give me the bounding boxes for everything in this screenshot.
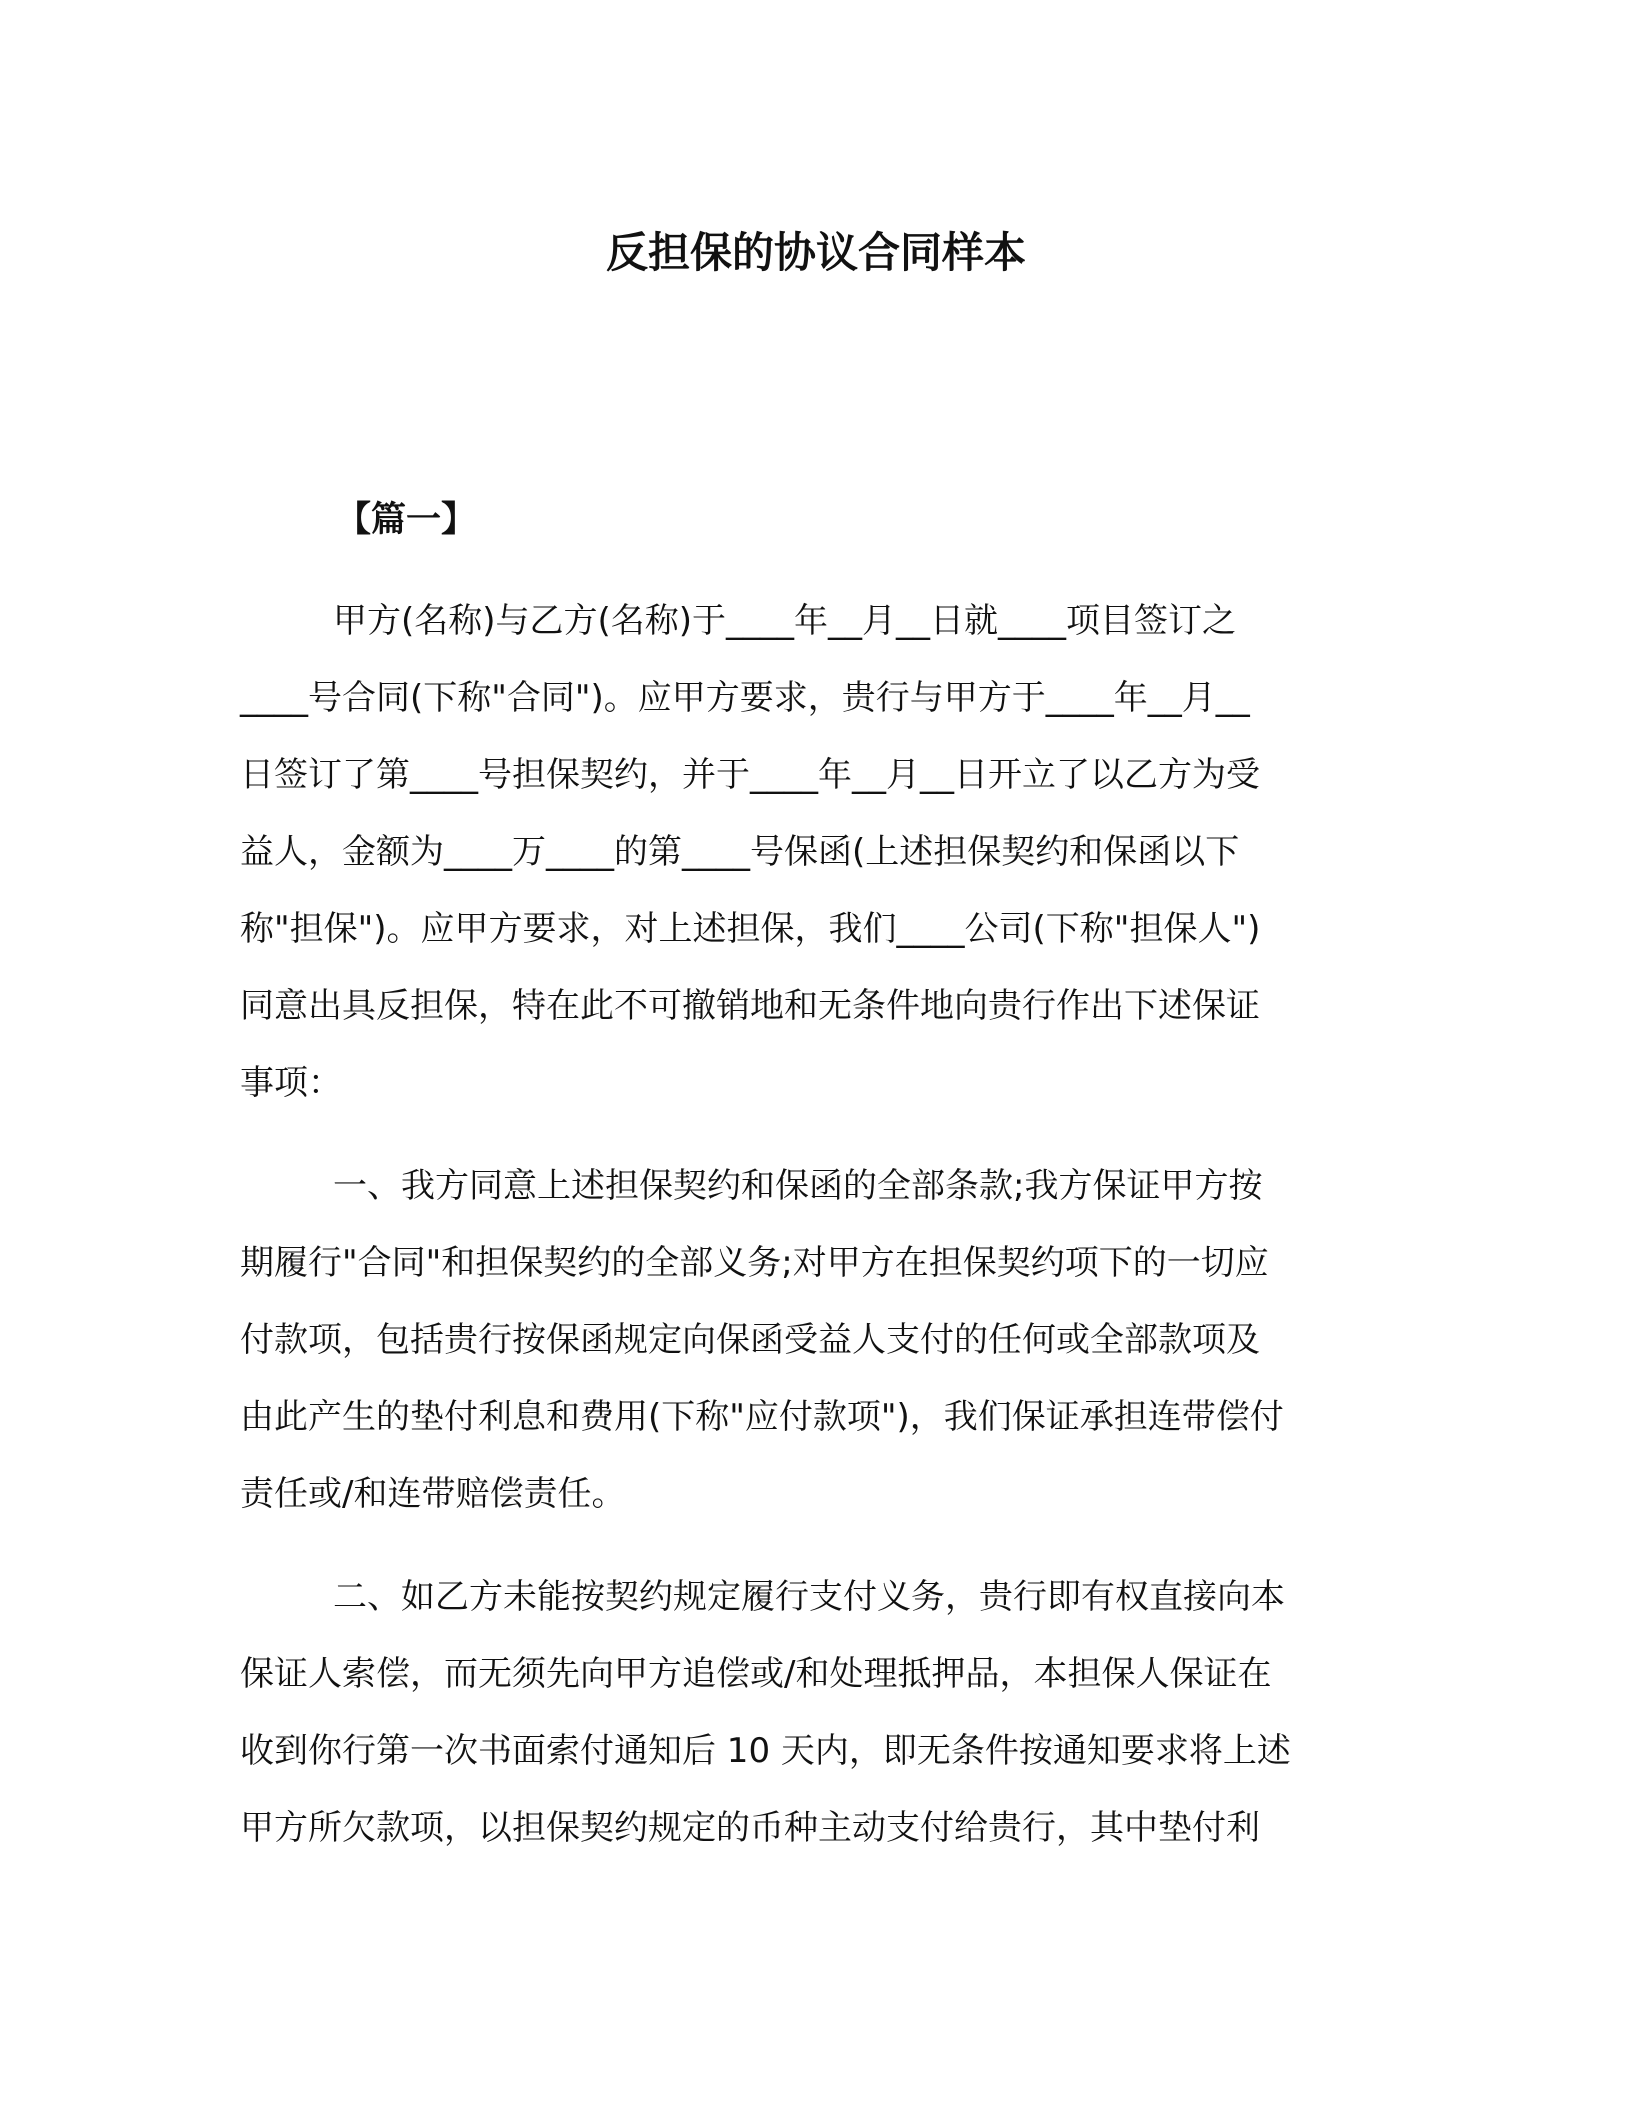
paragraph-clause-1 [240, 1148, 1380, 1533]
text-line: 甲方所欠款项，以担保契约规定的币种主动支付给贵行，其中垫付利 [240, 1808, 1260, 1848]
text-line: 一、我方同意上述担保契约和保函的全部条款;我方保证甲方按 [333, 1166, 1263, 1206]
text-line: 收到你行第一次书面索付通知后 10 天内，即无条件按通知要求将上述 [240, 1731, 1291, 1771]
text-line: 二、如乙方未能按契约规定履行支付义务，贵行即有权直接向本 [333, 1577, 1285, 1617]
text-line: 甲方(名称)与乙方(名称)于____年__月__日就____项目签订之 [333, 601, 1237, 641]
text-line: 责任或/和连带赔偿责任。 [240, 1474, 626, 1514]
text-line: 保证人索偿，而无须先向甲方追偿或/和处理抵押品，本担保人保证在 [240, 1654, 1272, 1694]
text-line: 付款项，包括贵行按保函规定向保函受益人支付的任何或全部款项及 [240, 1320, 1260, 1360]
paragraph-intro [240, 583, 1380, 1122]
text-line: 同意出具反担保，特在此不可撤销地和无条件地向贵行作出下述保证 [240, 986, 1260, 1026]
text-line: 由此产生的垫付利息和费用(下称"应付款项")，我们保证承担连带偿付 [240, 1397, 1284, 1437]
text-line: 期履行"合同"和担保契约的全部义务;对甲方在担保契约项下的一切应 [240, 1243, 1269, 1283]
text-line: 事项： [240, 1063, 342, 1103]
paragraph-clause-2 [240, 1559, 1380, 1867]
text-line: 日签订了第____号担保契约，并于____年__月__日开立了以乙方为受 [240, 755, 1260, 795]
document-title: 反担保的协议合同样本 [605, 228, 1026, 277]
text-line: 称"担保")。应甲方要求，对上述担保，我们____公司(下称"担保人") [240, 909, 1261, 949]
text-line: ____号合同(下称"合同")。应甲方要求，贵行与甲方于____年__月__ [240, 678, 1250, 718]
section-heading: 【篇一】 [336, 500, 477, 540]
text-line: 益人，金额为____万____的第____号保函(上述担保契约和保函以下 [240, 832, 1240, 872]
document-body [240, 583, 1380, 1867]
